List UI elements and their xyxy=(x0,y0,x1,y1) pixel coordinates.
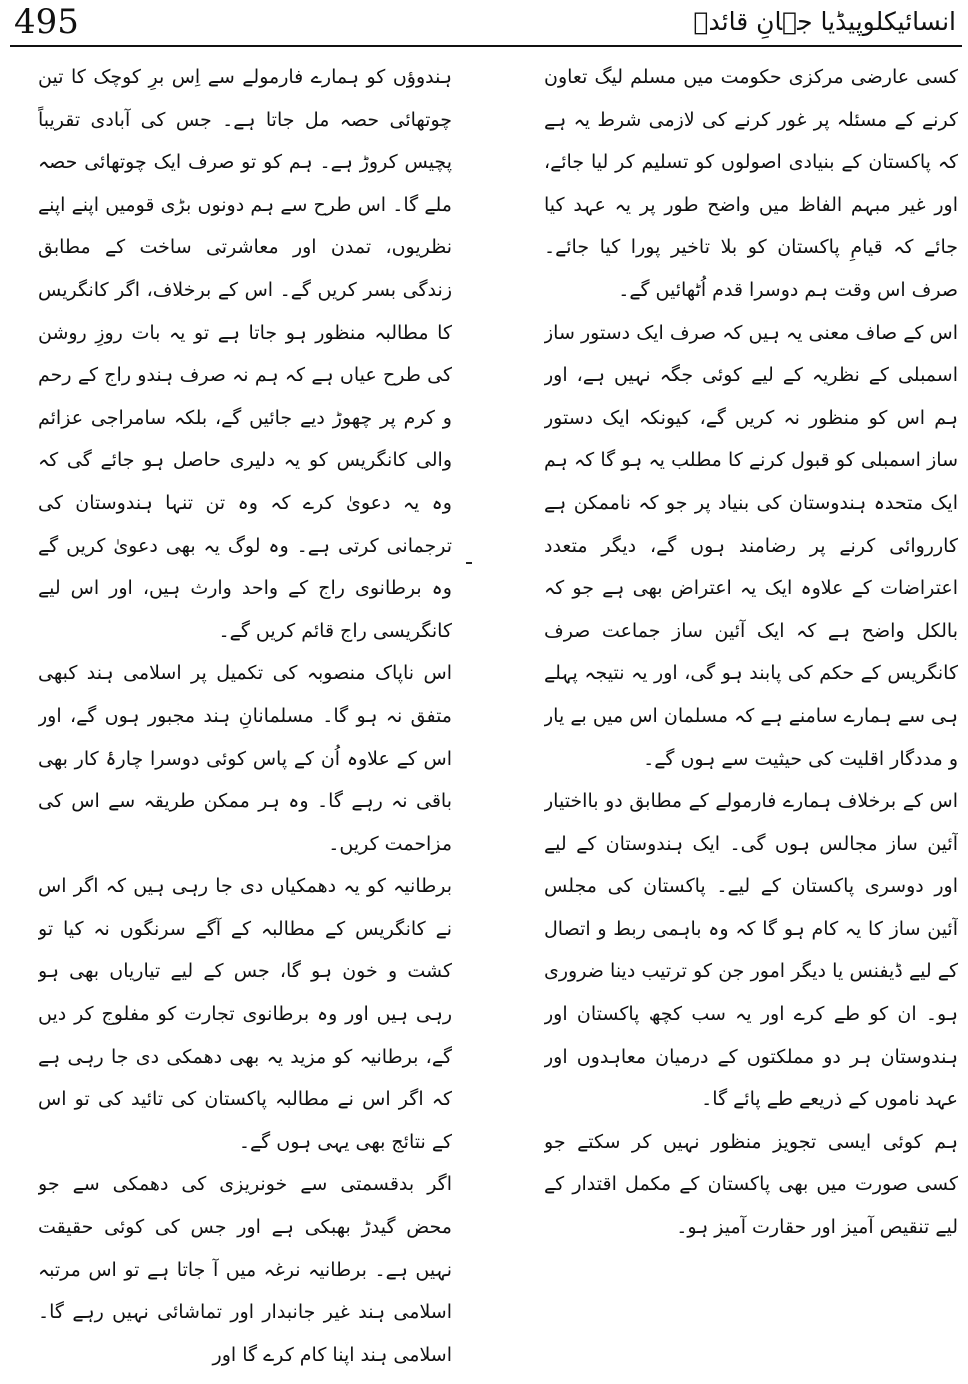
page-header xyxy=(0,0,968,52)
paragraph: اس کے برخلاف ہمارے فارمولے کے مطابق دو بااختیار آئین ساز مجالس ہوں گی۔ ایک ہندوستان کے لیے اور دوسری پاکستان کے لیے۔ پاکستان کی مجلس آئین ساز کا یہ کام ہو گا کہ وہ باہمی ربط و اتصال کے لیے ڈیفنس یا دیگر امور جن کو ترتیب دینا ضروری ہو۔ ان کو طے کرے اور یہ سب کچھ پاکستان اور ہندوستان ہر دو مملکتوں کے درمیان معاہدوں اور عہد ناموں کے ذریعے طے پائے گا۔ xyxy=(544,790,958,1111)
column-mark xyxy=(466,562,472,564)
paragraph: اگر بدقسمتی سے خونریزی کی دھمکی سے جو محض گیدڑ بھبکی ہے اور جس کی کوئی حقیقت نہیں ہے۔ برطانیہ نرغہ میں آ جاتا ہے تو اس مرتبہ اسلامی ہند غیر جانبدار اور تماشائی نہیں رہے گا۔ اسلامی ہند اپنا کام کرے گا اور xyxy=(38,1173,452,1366)
paragraph: اس کے صاف معنی یہ ہیں کہ صرف ایک دستور ساز اسمبلی کے نظریہ کے لیے کوئی جگہ نہیں ہے، اور ہم اس کو منظور نہ کریں گے، کیونکہ ایک دستور ساز اسمبلی کو قبول کرنے کا مطلب یہ ہو گا کہ ہم ایک متحدہ ہندوستان کی بنیاد پر جو کہ ناممکن ہے کارروائی کرنے پر رضامند ہوں گے، دیگر متعدد اعتراضات کے علاوہ ایک یہ اعتراض بھی ہے جو کہ بالکل واضح ہے کہ ایک آئین ساز جماعت صرف کانگریس کے حکم کی پابند ہو گی، اور یہ نتیجہ پہلے ہی سے ہمارے سامنے ہے کہ مسلمان اس میں بے یار و مددگار اقلیت کی حیثیت سے ہوں گے۔ xyxy=(544,321,958,770)
right-column xyxy=(544,56,958,1382)
paragraph: کسی عارضی مرکزی حکومت میں مسلم لیگ تعاون کرنے کے مسئلہ پر غور کرنے کی لازمی شرط یہ ہے کہ پاکستان کے بنیادی اصولوں کو تسلیم کر لیا جائے، اور غیر مبہم الفاظ میں واضح طور پر یہ عہد کیا جائے کہ قیامِ پاکستان کو بلا تاخیر پورا کیا جائے۔ صرف اس وقت ہم دوسرا قدم اُٹھائیں گے۔ xyxy=(544,66,958,301)
paragraph: برطانیہ کو یہ دھمکیاں دی جا رہی ہیں کہ اگر اس نے کانگریس کے مطالبہ کے آگے سرنگوں نہ کیا تو کشت و خون ہو گا، جس کے لیے تیاریاں بھی ہو رہی ہیں اور وہ برطانوی تجارت کو مفلوج کر دیں گے، برطانیہ کو مزید یہ بھی دھمکی دی جا رہی ہے کہ اگر اس نے مطالبہ پاکستان کی تائید کی تو اس کے نتائج بھی یہی ہوں گے۔ xyxy=(38,875,452,1153)
paragraph: اس ناپاک منصوبہ کی تکمیل پر اسلامی ہند کبھی متفق نہ ہو گا۔ مسلمانانِ ہند مجبور ہوں گے، اور اس کے علاوہ اُن کے پاس کوئی دوسرا چارۂ کار بھی باقی نہ رہے گا۔ وہ ہر ممکن طریقہ سے اس کی مزاحمت کریں۔ xyxy=(38,662,452,855)
header-rule xyxy=(10,45,962,47)
page-number: 495 xyxy=(14,2,79,42)
left-column xyxy=(38,56,452,1382)
book-title: انسائیکلوپیڈیا جہانِ قائدؒ xyxy=(693,7,956,36)
paragraph: ہم کوئی ایسی تجویز منظور نہیں کر سکتے جو کسی صورت میں بھی پاکستان کے مکمل اقتدار کے لیے تنقیص آمیز اور حقارت آمیز ہو۔ xyxy=(544,1130,958,1239)
paragraph: ہندوؤں کو ہمارے فارمولے سے اِس برِ کوچک کا تین چوتھائی حصہ مل جاتا ہے۔ جس کی آبادی تقریباً پچیس کروڑ ہے۔ ہم کو تو صرف ایک چوتھائی حصہ ملے گا۔ اس طرح سے ہم دونوں بڑی قومیں اپنے اپنے نظریوں، تمدن اور معاشرتی ساخت کے مطابق زندگی بسر کریں گے۔ اس کے برخلاف، اگر کانگریس کا مطالبہ منظور ہو جاتا ہے تو یہ بات روزِ روشن کی طرح عیاں ہے کہ ہم نہ صرف ہندو راج کے رحم و کرم پر چھوڑ دیے جائیں گے، بلکہ سامراجی عزائم والی کانگریس کو یہ دلیری حاصل ہو جائے گی کہ وہ یہ دعویٰ کرے کہ وہ تن تنہا ہندوستان کی ترجمانی کرتی ہے۔ وہ لوگ یہ بھی دعویٰ کریں گے وہ برطانوی راج کے واحد وارث ہیں، اور اس لیے کانگریسی راج قائم کریں گے۔ xyxy=(38,66,452,642)
